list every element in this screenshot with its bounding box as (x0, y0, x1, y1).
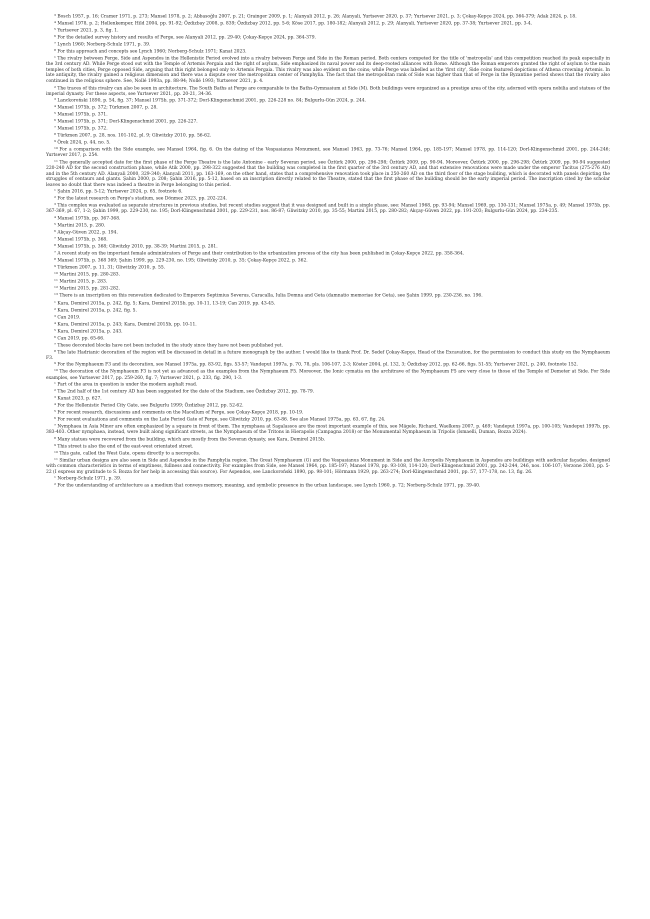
footnote-number: 7 (54, 341, 56, 346)
footnote (46, 328, 610, 335)
footnote-number: 2 (54, 482, 56, 487)
footnote (46, 243, 610, 250)
footnote (46, 395, 610, 402)
footnote-text: For recent research, discussions and comments on the Macellum of Perge, see Çokay-Kepçe 2018, pp. 10-19. (57, 410, 304, 416)
footnote-text: Can 2019, pp. 65-66. (57, 336, 105, 342)
footnote (46, 443, 610, 450)
footnote-text: Mansel 1975b, p. 368; Gliwitzky 2010, pp. 38-39; Martini 2015, p. 281. (57, 244, 218, 250)
footnote (46, 104, 610, 111)
footnote-text: Kanat 2023, p. 627. (57, 396, 102, 402)
footnote-number: 10 (54, 450, 58, 455)
footnote-text: For the detailed survey history and results of Perge, see Alanyali 2012, pp. 29-40; Çokay-Kepçe 2024, pp. 364-379. (57, 35, 316, 41)
footnote-number: 6 (54, 34, 56, 39)
footnote-text: For this approach and concepts see Lynch 1960; Norberg-Schulz 1971; Kanat 2023. (57, 49, 247, 55)
footnote-text: The traces of this rivalry can also be seen in architecture. The South Baths at Perge are comparable to the Baths-Gymnasium at Side (M). Both buildings were organized as a prestige area of the city, adorned with opera nobilia and statues of the imperial dynasty. For these aspects, see Yurtsever 2021, pp. 20-21, 34-36. (46, 86, 610, 97)
footnote-number: 9 (54, 361, 56, 366)
footnote (46, 321, 610, 328)
footnote-text: Kara, Demirel 2015a, p. 243. (57, 329, 123, 335)
footnote (46, 482, 610, 489)
footnote-number: 8 (54, 435, 56, 440)
footnote-text: The late Hadrianic decoration of the region will be discussed in detail in a future monograph by the author. I would like to thank Prof. Dr. Sedef Çokay-Kepçe, Head of the Excavation, for the permission to conduct this study on the Nymphaeum F3. (46, 350, 610, 361)
footnote-text: For the Nymphaeum F3 and its decoration, see Mansel 1975a, pp. 83-92, figs. 53-57; Vandeput 1997a, p. 70, 78, pls. 106-107, 2-3; Köster 2004, pl. 132, 3; Özdizbay 2012, pp. 62-66, figs. 51-55; Yurtsever 2021, p. 240, footnote 152. (57, 362, 578, 368)
footnote-text: This complex was evaluated as separate structures in previous studies, but recent studies suggest that it was designed and built in a single phase, see: Mansel 1968, pp. 93-94; Mansel 1969, pp. 130-131; Mansel 1975a, p. 49; Mansel 1975b, pp. 367-369, pl. 67, 1-2; Şahin 1999, pp. 229-230, no. 195; Dorl-Klingenschmid 2001, pp. 229-231, nos. 86-87; Gliwitzky 2010, pp. 35-55; Martini 2015, pp. 280-282; Akçay-Güven 2022, pp. 191-203; Bulgurlu-Gün 2024, pp. 234-235. (46, 203, 610, 215)
footnote-number: 4 (54, 214, 56, 219)
footnote (46, 314, 610, 321)
footnote (46, 361, 610, 368)
footnote-number: 5 (54, 27, 56, 32)
footnote-text: Part of the area in question is under the modern asphalt road. (57, 382, 198, 388)
footnote-text: Can 2019. (57, 315, 81, 321)
footnote (46, 409, 610, 416)
footnote-text: Türkmen 2007, p. 28, nos. 101-102, pl. 9; Gliwitzky 2010, pp. 56-62. (57, 133, 212, 139)
footnote-text: Şahin 2016, pp. 5-12; Yurtsever 2024, p. 65, footnote 6. (57, 189, 183, 195)
footnote-number: 1 (54, 381, 56, 386)
footnote-text: For a comparison with the Side example, see Mansel 1964, fig. 6. On the dating of the Vespasianus Monument, see Mansel 1963, pp. 73-76; Mansel 1964, pp. 185-197; Mansel 1978, pp. 114-120; Dorl-Klingenschmid 2001, pp. 244-246; Yurtsever 2017, p. 254. (46, 147, 610, 159)
footnote-number: 1 (54, 188, 56, 193)
footnote-text: These decorated blocks have not been included in the study since they have not been published yet. (57, 343, 284, 349)
footnote-number: 7 (54, 250, 56, 255)
footnote-text: Mansel 1975b, pp. 367-368. (57, 216, 121, 222)
footnote-text: A recent study on the important female administrators of Perge and their contribution to the urbanization process of the city has been published in Çokay-Kepçe 2022, pp. 358-364. (57, 251, 465, 257)
footnote-text: Martini 2015, pp. 281-282. (59, 286, 120, 292)
footnote-text: Many statues were recovered from the building, which are mostly from the Severan dynasty, see Kara, Demirel 2015b. (57, 437, 326, 443)
footnote (46, 229, 610, 236)
footnote-number: 1 (54, 55, 56, 60)
footnote-number: 11 (54, 278, 58, 283)
footnote (46, 264, 610, 271)
footnote-text: Martini 2015, p. 283. (59, 279, 108, 285)
footnote-text: Martini 2015, p. 280. (57, 223, 106, 229)
footnote (46, 159, 610, 188)
footnote-text: Mansel 1975b, p. 371. (57, 112, 108, 118)
footnote (46, 285, 610, 292)
footnote (46, 368, 610, 381)
footnote (46, 139, 610, 146)
footnote-number: 4 (54, 320, 56, 325)
footnote-text: For recent evaluations and comments on the Late Period Gate of Perge, see Gliwitzky 2010, pp. 63-86. See also Mansel 1975a, pp. 63, 67, fig. 24. (57, 417, 386, 423)
footnote-number: 10 (54, 146, 58, 151)
footnote-text: Mansel 1975b, p. 372; Türkmen 2007, p. 28. (57, 105, 158, 111)
footnote (46, 388, 610, 395)
footnote-text: Yurtsever 2021, p. 3, fig. 1. (57, 28, 119, 34)
footnote (46, 450, 610, 457)
footnote (46, 20, 610, 27)
footnote-text: For the Hellenistic Period City Gate, see Bulgurlu 1999; Özdizbay 2012, pp. 52-62. (57, 403, 244, 409)
footnote (46, 222, 610, 229)
footnote-text: Kara, Demirel 2015a, p. 243; Kara, Demirel 2015b, pp. 10-11. (57, 322, 197, 328)
footnote-text: Türkmen 2007, p. 11, 31; Gliwitzky 2010, p. 55. (57, 265, 166, 271)
footnote-number: 4 (54, 20, 56, 25)
footnote (46, 292, 610, 299)
footnote-number: 4 (54, 402, 56, 407)
footnote (46, 111, 610, 118)
footnote-text: Mansel 1975b, p. 371; Dorl-Klingenschmid 2001, pp. 226-227. (57, 119, 198, 125)
footnote-text: Kara, Demirel 2015a, p. 242, fig. 5; Kara, Demirel 2015b, pp. 10-11, 13-19; Can 2019, pp. 43-45. (57, 301, 276, 307)
footnote-number: 3 (54, 395, 56, 400)
footnote (46, 146, 610, 159)
footnote-number: 2 (54, 306, 56, 311)
footnote-number: 5 (54, 222, 56, 226)
footnote (46, 125, 610, 132)
footnote (46, 85, 610, 98)
footnote-text: Mansel 1975b, p. 372. (57, 126, 108, 132)
footnote-number: 6 (54, 416, 56, 421)
footnote (46, 475, 610, 482)
footnote-number: 2 (54, 84, 56, 89)
footnote (46, 300, 610, 307)
footnote-number: 11 (54, 159, 58, 164)
footnote-text: Martini 2015, pp. 280-283. (59, 272, 120, 278)
footnote-number: 5 (54, 327, 56, 332)
footnote-number: 6 (54, 229, 56, 234)
footnote-number: 1 (54, 299, 56, 304)
footnote (46, 97, 610, 104)
footnote (46, 278, 610, 285)
footnote (46, 13, 610, 20)
footnote-text: The decoration of the Nymphaeum F3 is not yet as advanced as the examples from the Nymphaeum F5. Moreover, the Ionic cymatia on the architrave of the Nymphaeum F5 are very close to those of the Temple of Demeter at Side. For Side examples, see Yurtsever 2017, pp. 259-260, fig. 7; Yurtsever 2021, p. 233, fig. 290, 1-3. (46, 369, 610, 381)
footnote (46, 27, 610, 34)
footnote (46, 118, 610, 125)
footnote (46, 202, 610, 215)
footnote-number: 11 (54, 457, 58, 462)
footnote-text: For the understanding of architecture as a medium that conveys memory, meaning, and symbolic presence in the urban landscape, see Lynch 1960, p. 72; Norberg-Schulz 1971, pp. 39-40. (57, 483, 481, 489)
footnote-number: 3 (54, 97, 56, 102)
footnote-text: Mansel 1975b, p. 368. (57, 237, 108, 243)
footnote-number: 2 (54, 388, 56, 393)
footnote-number: 6 (54, 334, 56, 339)
footnote-number: 7 (54, 125, 56, 130)
footnote (46, 457, 610, 475)
footnote-number: 8 (54, 48, 56, 53)
footnote-number: 8 (54, 243, 56, 248)
footnote-number: 3 (54, 313, 56, 318)
footnote-text: For the latest research on Perge's stadium, see Dönmez 2023, pp. 202-224. (57, 196, 227, 202)
footnote-text: This street is also the end of the east-west orientated street. (57, 444, 194, 450)
footnote-text: Mansel 1975b, p. 368 369; Şahin 1999, pp. 229-230, no. 195; Gliwitzky 2010, p. 35; Çokay-Kepçe 2022, p. 362. (57, 258, 308, 264)
footnote-number: 9 (54, 443, 56, 447)
footnote-number: 7 (54, 41, 56, 46)
footnote-number: 3 (54, 13, 56, 17)
footnote (46, 55, 610, 84)
footnote (46, 416, 610, 423)
footnote (46, 349, 610, 362)
footnote (46, 48, 610, 55)
footnote-number: 3 (54, 202, 56, 207)
footnote (46, 423, 610, 436)
footnote-text: Similar urban designs are also seen in Side and Aspendos in the Pamphylia region. The Great Nymphaeum (G) and the Vespasianus Monument in Side and the Acropolis Nymphaeum in Aspendos are buildings with aedicular façades, designed with common characteristics in terms of emptiness, fullness and connectivity. For examples from Side, see Mansel 1964, pp. 185-197; Mansel 1978, pp. 93-108, 114-120; Dorl-Klingenschmid 2001, pp. 242-244, 246, nos. 106-107; Verzone 2003, pp. 5-22 (I express my gratitude to S. Bozza for her help in accessing this source). For Aspendos, see Lanckoroński 1890, pp. 98-101; Hörmann 1929, pp. 263-274; Dorl-Klingenschmid 2001, pp. 57, 177-178, no. 13, fig. 26. (46, 458, 610, 475)
footnote-text: Akçay-Güven 2022, p. 194. (57, 230, 118, 236)
footnote (46, 257, 610, 264)
footnote-number: 8 (54, 348, 56, 353)
footnote-text: Örek 2024, p. 44, no. 5. (57, 140, 111, 146)
footnote-text: Norberg-Schulz 1971, p. 39. (57, 476, 122, 482)
footnote-text: Mansel 1978, p. 2; Hellenkemper, Hild 2004, pp. 91-92; Özdizbay 2008, p. 839; Özdizbay 2012, pp. 5-6; Köse 2017, pp. 180-182; Alanyali 2012, p. 29; Alanyali, Yurtsever 2020, pp. 37-38; Yurtsever 2021, pp. 3-4. (57, 21, 533, 27)
footnote-number: 9 (54, 139, 56, 144)
footnote (46, 271, 610, 278)
footnote-number: 2 (54, 195, 56, 200)
footnote-number: 10 (54, 368, 58, 373)
footnote (46, 215, 610, 222)
footnote-text: Kara, Demirel 2015a, p. 242, fig. 5. (57, 308, 137, 314)
footnote (46, 34, 610, 41)
footnote-number: 1 (54, 475, 56, 480)
footnote-text: The generally accepted date for the first phase of the Perge Theatre is the late Antonine - early Severan period, see Öztürk 2000, pp. 296-298; Öztürk 2009, pp. 90-94. Moreover, Öztürk 2000, pp. 296-298; Öztürk 2009, pp. 90-94 suggested 220-240 AD for the second construction phase, while Atik 2000, pp. 298-322 suggested that the building was completed in the first quarter of the 3rd century AD, and that extensive renovations were made under the emperor Tacitus (275-276 AD) and in the 5th century AD. Alanyali 2000, 329-340; Alanyali 2011, pp. 163-169, on the other hand, states that a comprehensive renovation took place in 250-260 AD on the third floor of the stage building, which is decorated with panels depicting the struggles of centaurs and giants. Şahin 2000, p. 208; Şahin 2016, pp. 5-12, based on an inscription directly related to the Theatre, stated that the first phase of the building should be the early imperial period. The inscription cited by the scholar leaves no doubt that there was indeed a theatre in Perge belonging to this period. (46, 160, 610, 188)
footnote-text: Nymphaea in Asia Minor are often emphasized by a square in front of them. The nymphaea at Sagalassos are the most important example of this, see Mägele, Richard, Waelkens 2007, p. 469; Vandeput 1997a, pp. 100-105; Vandeput 1997b, pp. 383-403. Other nymphaea, instead, were built along significant streets, as the Nymphaeum of the Tritons in Hierapolis (Campagna 2018) or the Monumental Nymphaeum in Tripolis (İsmaelli, Duman, Bozza 2024). (46, 424, 610, 436)
footnote-text: There is an inscription on this renovation dedicated to Emperors Septimius Severus, Caracalla, Iulia Domna and Geta (damnatio memoriae for Geta), see Şahin 1999, pp. 230-236, no. 196. (59, 293, 483, 299)
footnote (46, 195, 610, 202)
footnote-text: Bosch 1957, p. 16; Cramer 1971, p. 273; Mansel 1978, p. 2; Abbasoğlu 2007, p. 21; Grainger 2009, p. 1; Alanyali 2012, p. 26; Alanyali, Yurtsever 2020, p. 37; Yurtsever 2021, p. 3; Çokay-Kepçe 2024, pp. 364-379; Adak 2024, p. 18. (57, 14, 577, 20)
footnote-text: The rivalry between Perge, Side and Aspendos in the Hellenistic Period evolved into a rivalry between Perge and Side in the Roman period. Both centers competed for the title of 'metropolis' and this competition reached its peak especially in the 3rd century AD. While Perge stood out with the Temple of Artemis Pergaia and the right of asylum, Side emphasized its naval power and its deep-rooted alliances with Rome. Although the Roman emperors granted the right of asylum to the main temples of both cities, Perge opposed Side, arguing that this right belonged only to Artemis Pergaia. This rivalry was also evident on the coins; while Perge was labelled as the 'first city', Side coins featured depictions of Athena crowning Artemis. In late antiquity, the rivalry gained a religious dimension and there was a dispute over the metropolitan center of Pamphylia. The fact that the metropolitan rank of Side was higher than that of Perge in the Byzantine period shows that the rivalry also continued in the religious sphere. See, Nollé 1993a, pp. 88-94; Nollé 1993; Yurtsever 2021, p. 4. (46, 56, 610, 84)
footnote (46, 236, 610, 243)
footnote-number: 8 (54, 132, 56, 137)
footnote-number: 4 (54, 104, 56, 109)
footnote (46, 342, 610, 349)
footnote-number: 8 (54, 257, 56, 262)
footnote (46, 436, 610, 443)
footnote-number: 12 (54, 285, 58, 290)
footnote (46, 307, 610, 314)
footnote-text: Lanckoroński 1890, p. 54, fig. 37; Mansel 1975b, pp. 371-372; Dorl-Klingenschmid 2001, pp. 226-228 no. 84; Bulgurlu-Gün 2024, p. 244. (57, 98, 366, 104)
footnote-number: 10 (54, 271, 58, 276)
footnote-text: This gate, called the West Gate, opens directly to a necropolis. (59, 451, 201, 457)
footnote-number: 9 (54, 264, 56, 269)
footnote (46, 402, 610, 409)
footnote-number: 7 (54, 423, 56, 428)
footnote-number: 6 (54, 118, 56, 123)
footnote-number: 5 (54, 409, 56, 414)
footnote-text: Lynch 1960; Norberg-Schulz 1971, p. 39. (57, 42, 151, 48)
footnote (46, 41, 610, 48)
footnote (46, 188, 610, 195)
footnote (46, 335, 610, 342)
footnote (46, 250, 610, 257)
footnote-text: The 2nd half of the 1st century AD has been suggested for the date of the Stadium, see Özdizbay 2012, pp. 78-79. (57, 389, 315, 395)
footnote-number: 5 (54, 111, 56, 116)
footnote (46, 132, 610, 139)
footnote-number: 7 (54, 236, 56, 241)
footnote (46, 381, 610, 388)
footnote-number: 13 (54, 292, 58, 297)
